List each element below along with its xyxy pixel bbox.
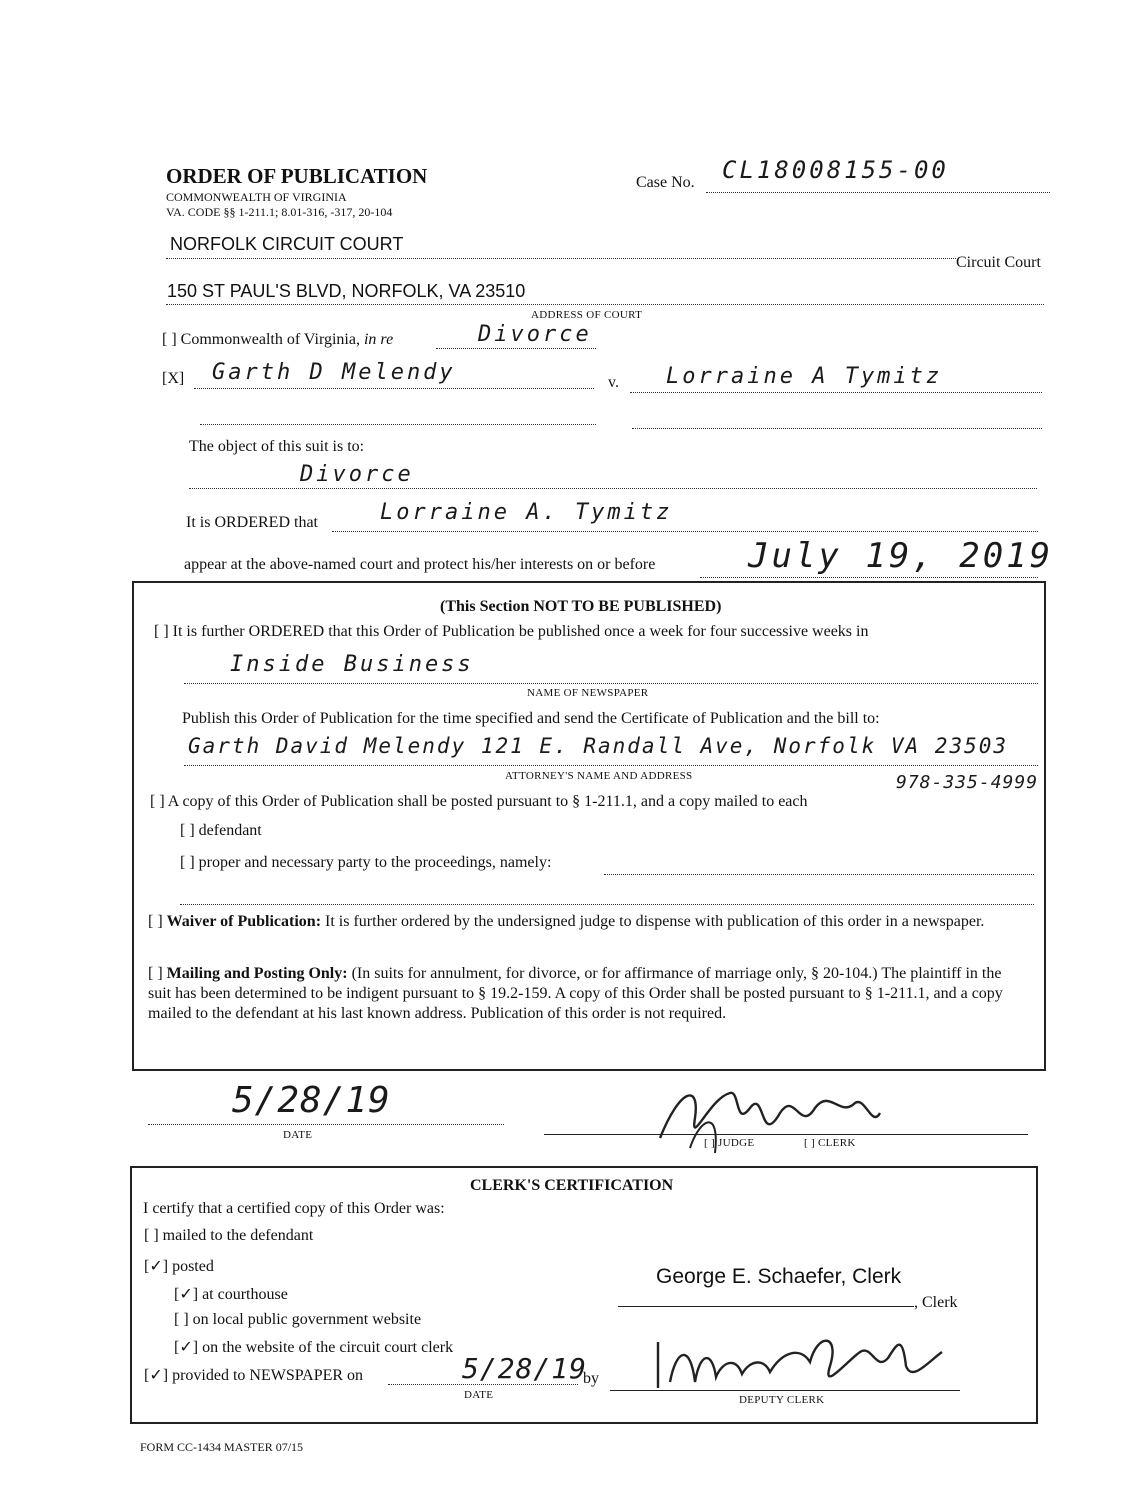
object-label: The object of this suit is to:	[189, 438, 365, 455]
newspaper-value: Inside Business	[230, 652, 474, 677]
deputy-clerk-caption: DEPUTY CLERK	[739, 1394, 825, 1406]
party-name-line-1	[604, 874, 1034, 875]
by-label: by	[583, 1370, 599, 1387]
clerk-website-option	[174, 1337, 453, 1357]
courthouse-option	[174, 1284, 288, 1304]
newspaper-text: It is further ORDERED that this Order of Publication be published once a week for four successive weeks in	[172, 623, 869, 640]
mailed-checkbox[interactable]: [ ]	[144, 1227, 159, 1244]
party-line-2b	[632, 428, 1042, 429]
versus-label: v.	[608, 374, 619, 391]
unpublished-heading: (This Section NOT TO BE PUBLISHED)	[440, 598, 722, 615]
attorney-line	[184, 765, 1038, 766]
case-number-value: CL18008155-00	[722, 156, 949, 184]
mailing-heading: Mailing and Posting Only:	[166, 965, 348, 982]
party-checkbox[interactable]: [X]	[162, 370, 185, 387]
party-option-label: proper and necessary party to the proceedings, namely:	[198, 854, 552, 871]
website-checkbox[interactable]: [ ]	[174, 1311, 189, 1328]
provided-date-value: 5/28/19	[462, 1352, 588, 1385]
signature-date-line	[148, 1124, 504, 1125]
courthouse-label: at courthouse	[202, 1286, 288, 1303]
publish-text: Publish this Order of Publication for the time specified and send the Certificate of Publication and the bill to:	[182, 710, 880, 727]
ordered-value: Lorraine A. Tymitz	[380, 500, 673, 525]
mailing-paragraph	[148, 964, 1008, 1024]
form-title: ORDER OF PUBLICATION	[166, 164, 428, 188]
mailed-option	[144, 1227, 313, 1245]
inre-italic: in re	[363, 331, 394, 348]
court-address: 150 ST PAUL'S BLVD, NORFOLK, VA 23510	[167, 281, 526, 301]
appear-date-value: July 19, 2019	[748, 536, 1054, 576]
court-address-line	[166, 304, 1044, 305]
waiver-text: It is further ordered by the undersigned judge to dispense with publication of this order in a newspaper.	[321, 913, 985, 930]
inre-checkbox[interactable]: [ ]	[162, 331, 177, 348]
inre-line-dots	[436, 348, 596, 349]
certification-heading: CLERK'S CERTIFICATION	[470, 1177, 674, 1194]
party-option-checkbox[interactable]: [ ]	[180, 854, 195, 871]
certification-intro: I certify that a certified copy of this Order was:	[143, 1200, 445, 1217]
defendant-value: Lorraine A Tymitz	[666, 364, 943, 389]
court-name: NORFOLK CIRCUIT COURT	[170, 234, 404, 254]
website-option	[174, 1311, 421, 1329]
ordered-line	[332, 531, 1038, 532]
plaintiff-value: Garth D Melendy	[212, 360, 456, 385]
form-number: FORM CC-1434 MASTER 07/15	[140, 1440, 304, 1454]
newspaper-provided-option	[144, 1365, 363, 1385]
defendant-line	[630, 392, 1042, 393]
posting-text: A copy of this Order of Publication shall be posted pursuant to § 1-211.1, and a copy mailed to each	[167, 793, 808, 810]
appear-date-line	[700, 577, 1038, 578]
case-number-label: Case No.	[636, 174, 695, 191]
provided-date-caption: DATE	[464, 1389, 494, 1401]
defendant-option	[180, 822, 262, 840]
waiver-checkbox[interactable]: [ ]	[148, 913, 163, 930]
deputy-signature-image	[650, 1322, 950, 1398]
inre-label: Commonwealth of Virginia,	[180, 331, 360, 348]
posting-order	[150, 793, 808, 811]
case-number-line	[706, 192, 1050, 193]
waiver-heading: Waiver of Publication:	[166, 913, 322, 930]
form-subtitle: COMMONWEALTH OF VIRGINIA	[166, 190, 347, 204]
clerk-website-checkbox[interactable]: [✓]	[174, 1339, 199, 1356]
waiver-paragraph	[148, 912, 1008, 932]
posted-checkbox[interactable]: [✓]	[144, 1258, 169, 1275]
newspaper-provided-label: provided to NEWSPAPER on	[172, 1367, 364, 1384]
newspaper-line	[184, 683, 1038, 684]
court-name-line	[166, 258, 956, 259]
clerk-caption: [ ] CLERK	[804, 1137, 856, 1149]
attorney-value: Garth David Melendy 121 E. Randall Ave, Norfolk VA 23503	[188, 734, 1009, 758]
attorney-caption: ATTORNEY'S NAME AND ADDRESS	[505, 770, 693, 782]
party-line-2a	[200, 424, 596, 425]
code-reference: VA. CODE §§ 1-211.1; 8.01-316, -317, 20-104	[166, 205, 393, 219]
inre-value: Divorce	[478, 322, 592, 347]
address-caption: ADDRESS OF COURT	[531, 309, 643, 321]
party-name-line-2	[180, 904, 1034, 905]
appear-text: appear at the above-named court and protect his/her interests on or before	[184, 556, 656, 573]
attorney-phone: 978-335-4999	[896, 772, 1039, 793]
website-label: on local public government website	[192, 1311, 422, 1328]
newspaper-checkbox[interactable]: [ ]	[154, 623, 169, 640]
courthouse-checkbox[interactable]: [✓]	[174, 1286, 199, 1303]
inre-line	[162, 331, 393, 349]
defendant-checkbox[interactable]: [ ]	[180, 822, 195, 839]
clerk-name-line	[618, 1306, 914, 1307]
object-value: Divorce	[300, 462, 414, 487]
newspaper-order	[154, 623, 868, 641]
newspaper-provided-checkbox[interactable]: [✓]	[144, 1367, 169, 1384]
ordered-label: It is ORDERED that	[186, 514, 318, 531]
mailing-text: (In suits for annulment, for divorce, or for affirmance of marriage only, § 20-104.) The plaintiff in the suit has been determined to be indigent pursuant to § 19.2-159. A copy of this Order shall be posted pursuant to § 1-211.1, and a copy mailed to the defendant at his last known address. Publication of this order is not required.	[148, 965, 1003, 1022]
posted-label: posted	[172, 1258, 214, 1275]
posting-checkbox[interactable]: [ ]	[150, 793, 165, 810]
clerk-suffix: , Clerk	[914, 1294, 958, 1311]
defendant-label: defendant	[198, 822, 262, 839]
signature-date-caption: DATE	[283, 1129, 313, 1141]
party-option	[180, 854, 551, 872]
circuit-court-suffix: Circuit Court	[956, 254, 1041, 271]
plaintiff-line	[194, 388, 594, 389]
judge-caption: [ ] JUDGE	[704, 1137, 755, 1149]
newspaper-caption: NAME OF NEWSPAPER	[527, 687, 649, 699]
clerk-website-label: on the website of the circuit court clerk	[202, 1339, 454, 1356]
mailed-label: mailed to the defendant	[162, 1227, 314, 1244]
posted-option	[144, 1256, 214, 1276]
object-line	[189, 488, 1037, 489]
mailing-checkbox[interactable]: [ ]	[148, 965, 163, 982]
clerk-name: George E. Schaefer, Clerk	[656, 1265, 902, 1288]
signature-date-value: 5/28/19	[232, 1080, 391, 1121]
